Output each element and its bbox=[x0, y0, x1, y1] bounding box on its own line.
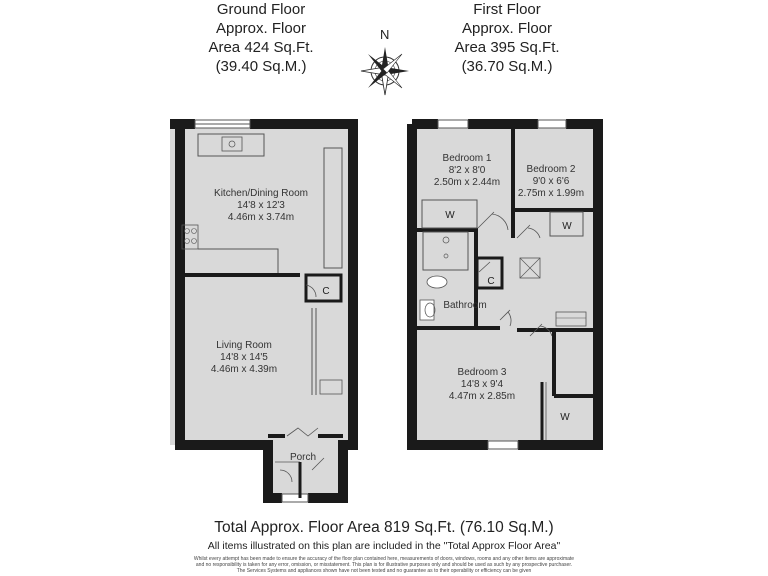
bathroom-label: Bathroom bbox=[443, 300, 487, 311]
bedroom1-size-imperial: 8'2 x 8'0 bbox=[448, 165, 486, 176]
first-floor-area-line1: Approx. Floor bbox=[461, 20, 553, 37]
ground-floor-area-line2: Area 424 Sq.Ft. bbox=[208, 39, 314, 56]
bedroom3-name: Bedroom 3 bbox=[457, 367, 507, 378]
first-floor-area-line3: (36.70 Sq.M.) bbox=[461, 58, 553, 75]
total-floor-area: Total Approx. Floor Area 819 Sq.Ft. (76.10 Sq.M.) bbox=[214, 519, 554, 536]
disclaimer-line-2: and no responsibility is taken for any error, omission, or misstatement. This plan is for illustrative purposes only and should be used as such by any prospective purchaser. bbox=[195, 562, 573, 568]
bedroom2-wardrobe-label: W bbox=[562, 221, 572, 232]
disclaimer bbox=[160, 556, 608, 574]
inclusion-note: All items illustrated on this plan are included in the "Total Approx Floor Area" bbox=[207, 540, 561, 552]
bedroom3-wardrobe-label: W bbox=[560, 412, 570, 423]
compass-north-label: N bbox=[380, 27, 390, 42]
kitchen-size-imperial: 14'8 x 12'3 bbox=[237, 200, 285, 211]
bedroom2-size-metric: 2.75m x 1.99m bbox=[517, 188, 585, 199]
bedroom3-size-metric: 4.47m x 2.85m bbox=[448, 391, 516, 402]
bedroom2-size-imperial: 9'0 x 6'6 bbox=[532, 176, 570, 187]
disclaimer-line-3: The Services Systems and appliances shown have not been tested and no guarantee as to their operability or efficiency can be given bbox=[236, 568, 532, 574]
living-room-size-metric: 4.46m x 4.39m bbox=[210, 364, 278, 375]
kitchen-size-metric: 4.46m x 3.74m bbox=[227, 212, 295, 223]
bedroom1-name: Bedroom 1 bbox=[442, 153, 492, 164]
ground-floor-plan bbox=[170, 120, 353, 502]
first-floor-title: First Floor bbox=[473, 1, 541, 18]
living-room-label bbox=[211, 340, 277, 375]
porch-label: Porch bbox=[289, 452, 317, 463]
bedroom2-name: Bedroom 2 bbox=[526, 164, 576, 175]
ground-cupboard-label: C bbox=[322, 286, 330, 297]
ground-floor-area-line3: (39.40 Sq.M.) bbox=[215, 58, 307, 75]
disclaimer-line-1: Whilst every attempt has been made to ensure the accuracy of the floor plan contained here, measurements of doors, windows, rooms and any other items are approximate bbox=[193, 556, 575, 562]
living-room-size-imperial: 14'8 x 14'5 bbox=[220, 352, 268, 363]
ground-floor-title: Ground Floor bbox=[216, 1, 306, 18]
bedroom3-size-imperial: 14'8 x 9'4 bbox=[460, 379, 504, 390]
bedroom1-wardrobe-label: W bbox=[445, 210, 455, 221]
living-room-name: Living Room bbox=[216, 340, 272, 351]
bedroom1-size-metric: 2.50m x 2.44m bbox=[433, 177, 501, 188]
ground-floor-area-line1: Approx. Floor bbox=[215, 20, 307, 37]
first-cupboard-label: C bbox=[487, 276, 495, 287]
first-floor-area-line2: Area 395 Sq.Ft. bbox=[454, 39, 560, 56]
kitchen-name: Kitchen/Dining Room bbox=[214, 188, 308, 199]
compass-icon bbox=[361, 27, 409, 95]
